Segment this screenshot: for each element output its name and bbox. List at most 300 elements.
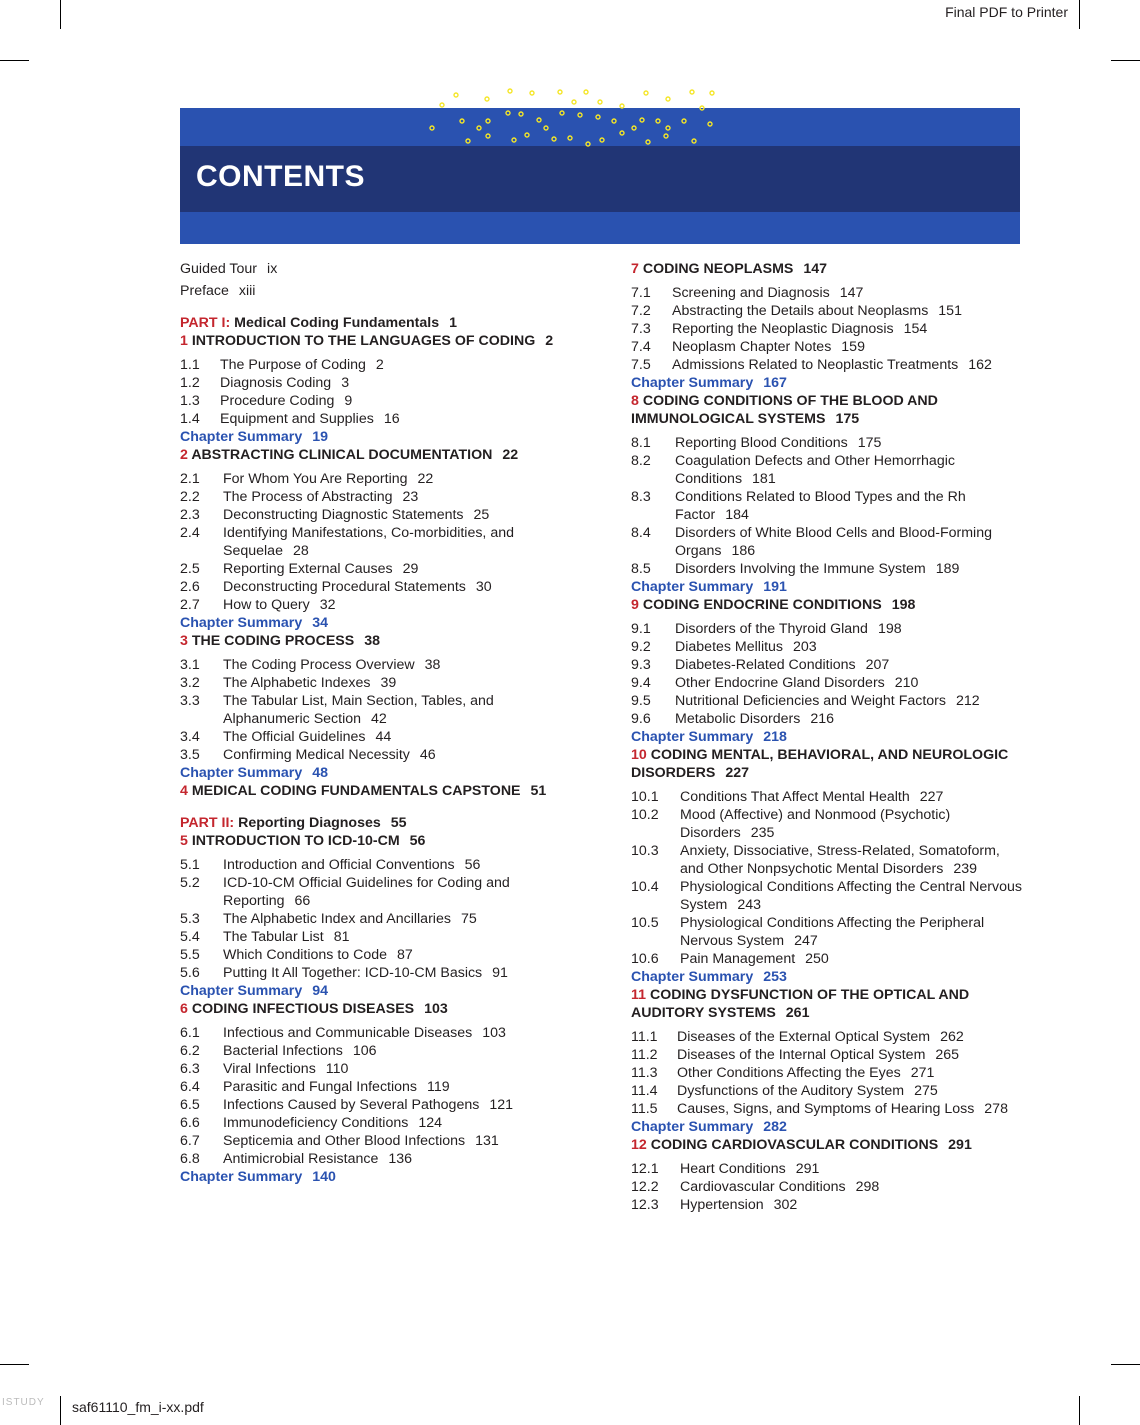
- dot-mark: [519, 112, 523, 116]
- section-number: 1.1: [180, 357, 200, 373]
- chapter-summary-label: Chapter Summary: [180, 1169, 303, 1185]
- section-title-text: Admissions Related to Neoplastic Treatments: [672, 357, 959, 373]
- crop-mark: [1111, 1364, 1140, 1365]
- section-title-text: Infections Caused by Several Pathogens: [223, 1097, 480, 1113]
- section-title: [672, 356, 1026, 374]
- section-entry: [180, 946, 580, 964]
- front-matter-page: xiii: [238, 283, 256, 299]
- dot-mark: [700, 106, 704, 110]
- section-title-text: Reporting External Causes: [223, 561, 393, 577]
- section-title: [677, 1046, 1026, 1064]
- chapter-summary-page: 167: [763, 375, 787, 391]
- dot-mark: [440, 103, 444, 107]
- toc-left-column: [180, 260, 580, 1186]
- section-title-text: Disorders of White Blood Cells and Blood-Forming Organs: [675, 525, 992, 559]
- section-page: 3: [341, 375, 350, 391]
- section-title: [223, 1150, 580, 1168]
- section-title-text: The Process of Abstracting: [223, 489, 393, 505]
- section-title: [675, 452, 1026, 488]
- section-page: 239: [953, 861, 978, 877]
- section-title-text: Other Endocrine Gland Disorders: [675, 675, 885, 691]
- dot-mark: [530, 91, 534, 95]
- front-matter-page: ix: [267, 261, 278, 277]
- section-title-text: Deconstructing Procedural Statements: [223, 579, 466, 595]
- section-title: [672, 338, 1026, 356]
- section-title-text: Parasitic and Fungal Infections: [223, 1079, 418, 1095]
- section-page: 210: [894, 675, 919, 691]
- section-number: 12.2: [631, 1179, 659, 1195]
- chapter-heading: [631, 746, 1026, 782]
- section-page: 23: [402, 489, 419, 505]
- section-title-text: Diagnosis Coding: [220, 375, 332, 391]
- dot-mark: [586, 142, 590, 146]
- section-page: 44: [375, 729, 392, 745]
- dot-mark: [512, 138, 516, 142]
- chapter-summary-link: [180, 764, 580, 782]
- dot-mark: [598, 100, 602, 104]
- section-number: 2.7: [180, 597, 200, 613]
- section-entry: [180, 1132, 580, 1150]
- section-page: 91: [492, 965, 508, 981]
- section-title-text: Infectious and Communicable Diseases: [223, 1025, 473, 1041]
- dot-mark: [620, 131, 624, 135]
- section-title: [677, 1028, 1026, 1046]
- section-title-text: Metabolic Disorders: [675, 711, 801, 727]
- section-number: 1.2: [180, 375, 200, 391]
- section-number: 9.4: [631, 675, 651, 691]
- chapter-summary-label: Chapter Summary: [180, 429, 303, 445]
- dot-mark: [644, 91, 648, 95]
- section-entry: [180, 856, 580, 874]
- section-title: [223, 1096, 580, 1114]
- section-title: [675, 674, 1026, 692]
- section-title: [223, 1078, 580, 1096]
- section-title: [675, 710, 1026, 728]
- section-page: 291: [795, 1161, 820, 1177]
- chapter-title: MEDICAL CODING FUNDAMENTALS CAPSTONE: [191, 783, 521, 799]
- section-title: [223, 1042, 580, 1060]
- section-title: [220, 392, 580, 410]
- section-entry: [180, 692, 580, 728]
- section-entry: [631, 638, 1026, 656]
- chapter-summary-link: [180, 1168, 580, 1186]
- section-number: 9.5: [631, 693, 651, 709]
- section-title-text: The Coding Process Overview: [223, 657, 415, 673]
- chapter-title: CODING DYSFUNCTION OF THE OPTICAL AND AUDITORY SYSTEMS: [631, 987, 970, 1021]
- section-entry: [631, 1100, 1026, 1118]
- section-title: [680, 806, 1026, 842]
- section-title: [223, 1024, 580, 1042]
- section-title-text: Putting It All Together: ICD-10-CM Basics: [223, 965, 483, 981]
- section-list: [180, 356, 580, 428]
- section-entry: [180, 910, 580, 928]
- section-page: 66: [294, 893, 311, 909]
- section-title: [223, 746, 580, 764]
- dot-mark: [466, 139, 470, 143]
- section-number: 10.3: [631, 843, 659, 859]
- section-page: 25: [473, 507, 490, 523]
- chapter-block: [631, 392, 1026, 596]
- dots-pattern-decoration: [424, 86, 724, 152]
- section-page: 75: [460, 911, 477, 927]
- section-page: 198: [877, 621, 902, 637]
- section-number: 11.4: [631, 1083, 658, 1099]
- section-number: 6.6: [180, 1115, 200, 1131]
- section-title: [223, 578, 580, 596]
- chapter-number: 4: [180, 783, 188, 799]
- chapter-page: 2: [545, 333, 554, 349]
- section-entry: [180, 506, 580, 524]
- section-page: 243: [737, 897, 761, 913]
- dot-mark: [544, 126, 548, 130]
- dot-mark: [460, 119, 464, 123]
- section-title: [677, 1064, 1026, 1082]
- section-page: 29: [402, 561, 419, 577]
- section-page: 16: [383, 411, 400, 427]
- chapter-number: 10: [631, 747, 647, 763]
- crop-mark: [0, 60, 29, 61]
- chapter-block: [180, 1000, 580, 1186]
- part-heading: [180, 814, 580, 832]
- chapter-block: [180, 446, 580, 632]
- section-title-text: Which Conditions to Code: [223, 947, 388, 963]
- section-entry: [180, 674, 580, 692]
- section-page: 154: [903, 321, 928, 337]
- section-entry: [631, 674, 1026, 692]
- section-title: [223, 1132, 580, 1150]
- section-title: [220, 410, 580, 428]
- section-list: [631, 284, 1026, 374]
- crop-mark: [0, 1364, 29, 1365]
- chapter-title: CODING NEOPLASMS: [642, 261, 794, 277]
- section-number: 8.1: [631, 435, 651, 451]
- chapter-summary-page: 282: [763, 1119, 787, 1135]
- chapter-summary-link: [180, 982, 580, 1000]
- section-entry: [180, 356, 580, 374]
- section-title: [675, 488, 1026, 524]
- section-number: 10.2: [631, 807, 659, 823]
- chapter-number: 9: [631, 597, 639, 613]
- section-entry: [631, 356, 1026, 374]
- section-title-text: Equipment and Supplies: [220, 411, 374, 427]
- section-title-text: Mood (Affective) and Nonmood (Psychotic) Disorders: [680, 807, 951, 841]
- section-title: [680, 1178, 1026, 1196]
- section-title-text: Physiological Conditions Affecting the Central Nervous System: [680, 879, 1023, 913]
- section-title: [675, 560, 1026, 578]
- front-matter-entry: [180, 260, 580, 278]
- section-title: [675, 620, 1026, 638]
- section-title-text: Diseases of the External Optical System: [677, 1029, 931, 1045]
- section-number: 7.5: [631, 357, 651, 373]
- section-page: 203: [793, 639, 817, 655]
- section-title: [675, 692, 1026, 710]
- section-title-text: Confirming Medical Necessity: [223, 747, 410, 763]
- section-title-text: The Purpose of Coding: [220, 357, 366, 373]
- section-title-text: Reporting Blood Conditions: [675, 435, 848, 451]
- chapter-title: CODING CARDIOVASCULAR CONDITIONS: [650, 1137, 939, 1153]
- section-number: 3.1: [180, 657, 200, 673]
- part-label: PART I:: [180, 315, 231, 331]
- section-title-text: Abstracting the Details about Neoplasms: [672, 303, 929, 319]
- chapter-heading: [180, 632, 580, 650]
- section-number: 2.5: [180, 561, 200, 577]
- section-page: 9: [344, 393, 353, 409]
- section-entry: [631, 620, 1026, 638]
- section-entry: [180, 392, 580, 410]
- section-title: [223, 524, 580, 560]
- section-entry: [631, 1082, 1026, 1100]
- section-title: [680, 950, 1026, 968]
- section-entry: [180, 374, 580, 392]
- chapter-block: [631, 596, 1026, 746]
- section-list: [631, 1160, 1026, 1214]
- section-number: 5.4: [180, 929, 200, 945]
- section-number: 12.1: [631, 1161, 659, 1177]
- part-label: PART II:: [180, 815, 235, 831]
- section-entry: [631, 1160, 1026, 1178]
- section-entry: [631, 434, 1026, 452]
- section-title-text: Deconstructing Diagnostic Statements: [223, 507, 464, 523]
- section-list: [631, 788, 1026, 968]
- section-number: 11.2: [631, 1047, 658, 1063]
- section-page: 22: [417, 471, 434, 487]
- chapter-summary-page: 253: [763, 969, 787, 985]
- section-title-text: Cardiovascular Conditions: [680, 1179, 846, 1195]
- chapter-heading: [631, 260, 1026, 278]
- section-title-text: Procedure Coding: [220, 393, 335, 409]
- section-title: [223, 856, 580, 874]
- section-title: [677, 1100, 1026, 1118]
- chapter-block: [631, 260, 1026, 392]
- section-entry: [631, 524, 1026, 560]
- section-page: 103: [482, 1025, 506, 1041]
- section-entry: [631, 842, 1026, 878]
- section-title: [223, 692, 580, 728]
- section-title: [223, 656, 580, 674]
- section-entry: [180, 656, 580, 674]
- dot-mark: [664, 134, 668, 138]
- dot-mark: [612, 119, 616, 123]
- section-title-text: Antimicrobial Resistance: [223, 1151, 379, 1167]
- section-page: 121: [489, 1097, 513, 1113]
- section-title: [223, 1114, 580, 1132]
- section-page: 235: [750, 825, 775, 841]
- section-title-text: Reporting the Neoplastic Diagnosis: [672, 321, 894, 337]
- section-number: 9.3: [631, 657, 651, 673]
- printer-note: Final PDF to Printer: [945, 4, 1068, 20]
- dot-mark: [477, 126, 481, 130]
- section-number: 3.2: [180, 675, 200, 691]
- chapter-heading: [180, 446, 580, 464]
- section-title: [675, 524, 1026, 560]
- chapter-heading: [631, 392, 1026, 428]
- section-page: 46: [419, 747, 436, 763]
- chapter-summary-page: 19: [312, 429, 328, 445]
- section-page: 271: [910, 1065, 935, 1081]
- section-number: 7.2: [631, 303, 651, 319]
- section-entry: [180, 1042, 580, 1060]
- dot-mark: [525, 133, 529, 137]
- crop-mark: [1079, 0, 1080, 29]
- section-title: [677, 1082, 1026, 1100]
- dot-mark: [656, 119, 660, 123]
- section-title: [675, 638, 1026, 656]
- section-number: 3.4: [180, 729, 200, 745]
- section-title: [680, 842, 1026, 878]
- chapter-heading: [180, 332, 580, 350]
- section-number: 3.3: [180, 693, 200, 709]
- section-title-text: Conditions Related to Blood Types and the Rh Factor: [675, 489, 966, 523]
- part-page: 1: [449, 315, 457, 331]
- chapter-heading: [631, 1136, 1026, 1154]
- section-page: 42: [371, 711, 387, 727]
- section-number: 11.3: [631, 1065, 658, 1081]
- section-number: 8.4: [631, 525, 651, 541]
- chapter-block: [631, 986, 1026, 1136]
- section-title: [223, 674, 580, 692]
- section-page: 216: [810, 711, 835, 727]
- section-entry: [631, 950, 1026, 968]
- section-number: 5.6: [180, 965, 200, 981]
- section-title-text: Introduction and Official Conventions: [223, 857, 455, 873]
- section-title-text: Anxiety, Dissociative, Stress-Related, Somatoform, and Other Nonpsychotic Mental Disorders: [680, 843, 1000, 877]
- dot-mark: [596, 115, 600, 119]
- chapter-page: 103: [424, 1001, 448, 1017]
- section-list: [631, 620, 1026, 728]
- section-page: 56: [464, 857, 481, 873]
- footer-filename: saf61110_fm_i-xx.pdf: [72, 1399, 204, 1415]
- section-entry: [180, 1096, 580, 1114]
- section-title-text: Other Conditions Affecting the Eyes: [677, 1065, 901, 1081]
- section-number: 6.7: [180, 1133, 200, 1149]
- section-title-text: The Tabular List: [223, 929, 324, 945]
- section-number: 7.3: [631, 321, 651, 337]
- section-title: [680, 878, 1026, 914]
- watermark: ISTUDY: [2, 1397, 45, 1408]
- section-number: 6.8: [180, 1151, 200, 1167]
- section-list: [631, 434, 1026, 578]
- section-title: [223, 470, 580, 488]
- section-entry: [631, 1064, 1026, 1082]
- chapter-summary-page: 48: [312, 765, 328, 781]
- section-page: 181: [752, 471, 776, 487]
- section-list: [180, 470, 580, 614]
- section-page: 227: [919, 789, 944, 805]
- section-page: 131: [475, 1133, 499, 1149]
- section-entry: [631, 1178, 1026, 1196]
- section-page: 87: [397, 947, 413, 963]
- section-title-text: Disorders of the Thyroid Gland: [675, 621, 868, 637]
- section-title-text: Disorders Involving the Immune System: [675, 561, 926, 577]
- chapter-heading: [180, 782, 580, 800]
- section-title-text: Diseases of the Internal Optical System: [677, 1047, 926, 1063]
- section-title: [223, 964, 580, 982]
- section-page: 186: [731, 543, 756, 559]
- part-heading: [180, 314, 580, 332]
- section-entry: [180, 470, 580, 488]
- section-title: [223, 728, 580, 746]
- dot-mark: [486, 134, 490, 138]
- chapter-summary-link: [631, 374, 1026, 392]
- section-page: 265: [935, 1047, 960, 1063]
- section-title: [672, 320, 1026, 338]
- dot-mark: [486, 119, 490, 123]
- section-title: [223, 506, 580, 524]
- section-number: 9.2: [631, 639, 651, 655]
- section-list: [180, 1024, 580, 1168]
- crop-mark: [60, 0, 61, 29]
- section-page: 81: [333, 929, 350, 945]
- section-entry: [180, 596, 580, 614]
- dot-mark: [666, 126, 670, 130]
- section-entry: [631, 878, 1026, 914]
- section-page: 212: [956, 693, 980, 709]
- toc-right-column: [631, 260, 1026, 1214]
- chapter-block: [180, 782, 580, 800]
- section-title: [680, 1160, 1026, 1178]
- section-title: [220, 356, 580, 374]
- section-title-text: For Whom You Are Reporting: [223, 471, 408, 487]
- section-page: 32: [319, 597, 336, 613]
- section-title: [223, 488, 580, 506]
- section-entry: [631, 806, 1026, 842]
- chapter-summary-page: 140: [312, 1169, 336, 1185]
- section-title-text: Neoplasm Chapter Notes: [672, 339, 832, 355]
- section-number: 6.5: [180, 1097, 200, 1113]
- section-page: 151: [938, 303, 962, 319]
- section-entry: [180, 578, 580, 596]
- section-entry: [631, 338, 1026, 356]
- section-entry: [631, 710, 1026, 728]
- chapter-summary-label: Chapter Summary: [180, 765, 303, 781]
- chapter-summary-label: Chapter Summary: [631, 969, 754, 985]
- section-number: 12.3: [631, 1197, 659, 1213]
- dot-mark: [708, 122, 712, 126]
- chapter-summary-page: 94: [312, 983, 328, 999]
- crop-mark: [1079, 1396, 1080, 1425]
- section-number: 10.1: [631, 789, 659, 805]
- section-title: [223, 874, 580, 910]
- section-page: 250: [805, 951, 829, 967]
- dot-mark: [568, 136, 572, 140]
- section-entry: [180, 1114, 580, 1132]
- chapter-summary-link: [631, 1118, 1026, 1136]
- section-title: [680, 914, 1026, 950]
- crop-mark: [1111, 60, 1140, 61]
- section-entry: [631, 656, 1026, 674]
- section-title-text: The Tabular List, Main Section, Tables, and Alphanumeric Section: [223, 693, 494, 727]
- chapter-number: 5: [180, 833, 188, 849]
- section-page: 247: [794, 933, 818, 949]
- chapter-title: INTRODUCTION TO ICD-10-CM: [191, 833, 400, 849]
- chapter-heading: [631, 596, 1026, 614]
- section-number: 9.1: [631, 621, 651, 637]
- section-title: [223, 946, 580, 964]
- part-title: Medical Coding Fundamentals: [234, 315, 440, 331]
- front-matter-title: Guided Tour: [180, 261, 258, 277]
- section-title-text: Heart Conditions: [680, 1161, 786, 1177]
- chapter-title: ABSTRACTING CLINICAL DOCUMENTATION: [191, 447, 493, 463]
- chapter-block: [631, 746, 1026, 986]
- section-entry: [631, 452, 1026, 488]
- section-title-text: ICD-10-CM Official Guidelines for Coding and Reporting: [223, 875, 510, 909]
- chapter-summary-page: 191: [763, 579, 787, 595]
- section-title-text: Dysfunctions of the Auditory System: [677, 1083, 905, 1099]
- chapter-page: 22: [502, 447, 519, 463]
- dot-mark: [690, 90, 694, 94]
- dot-mark: [560, 111, 564, 115]
- chapter-page: 198: [891, 597, 916, 613]
